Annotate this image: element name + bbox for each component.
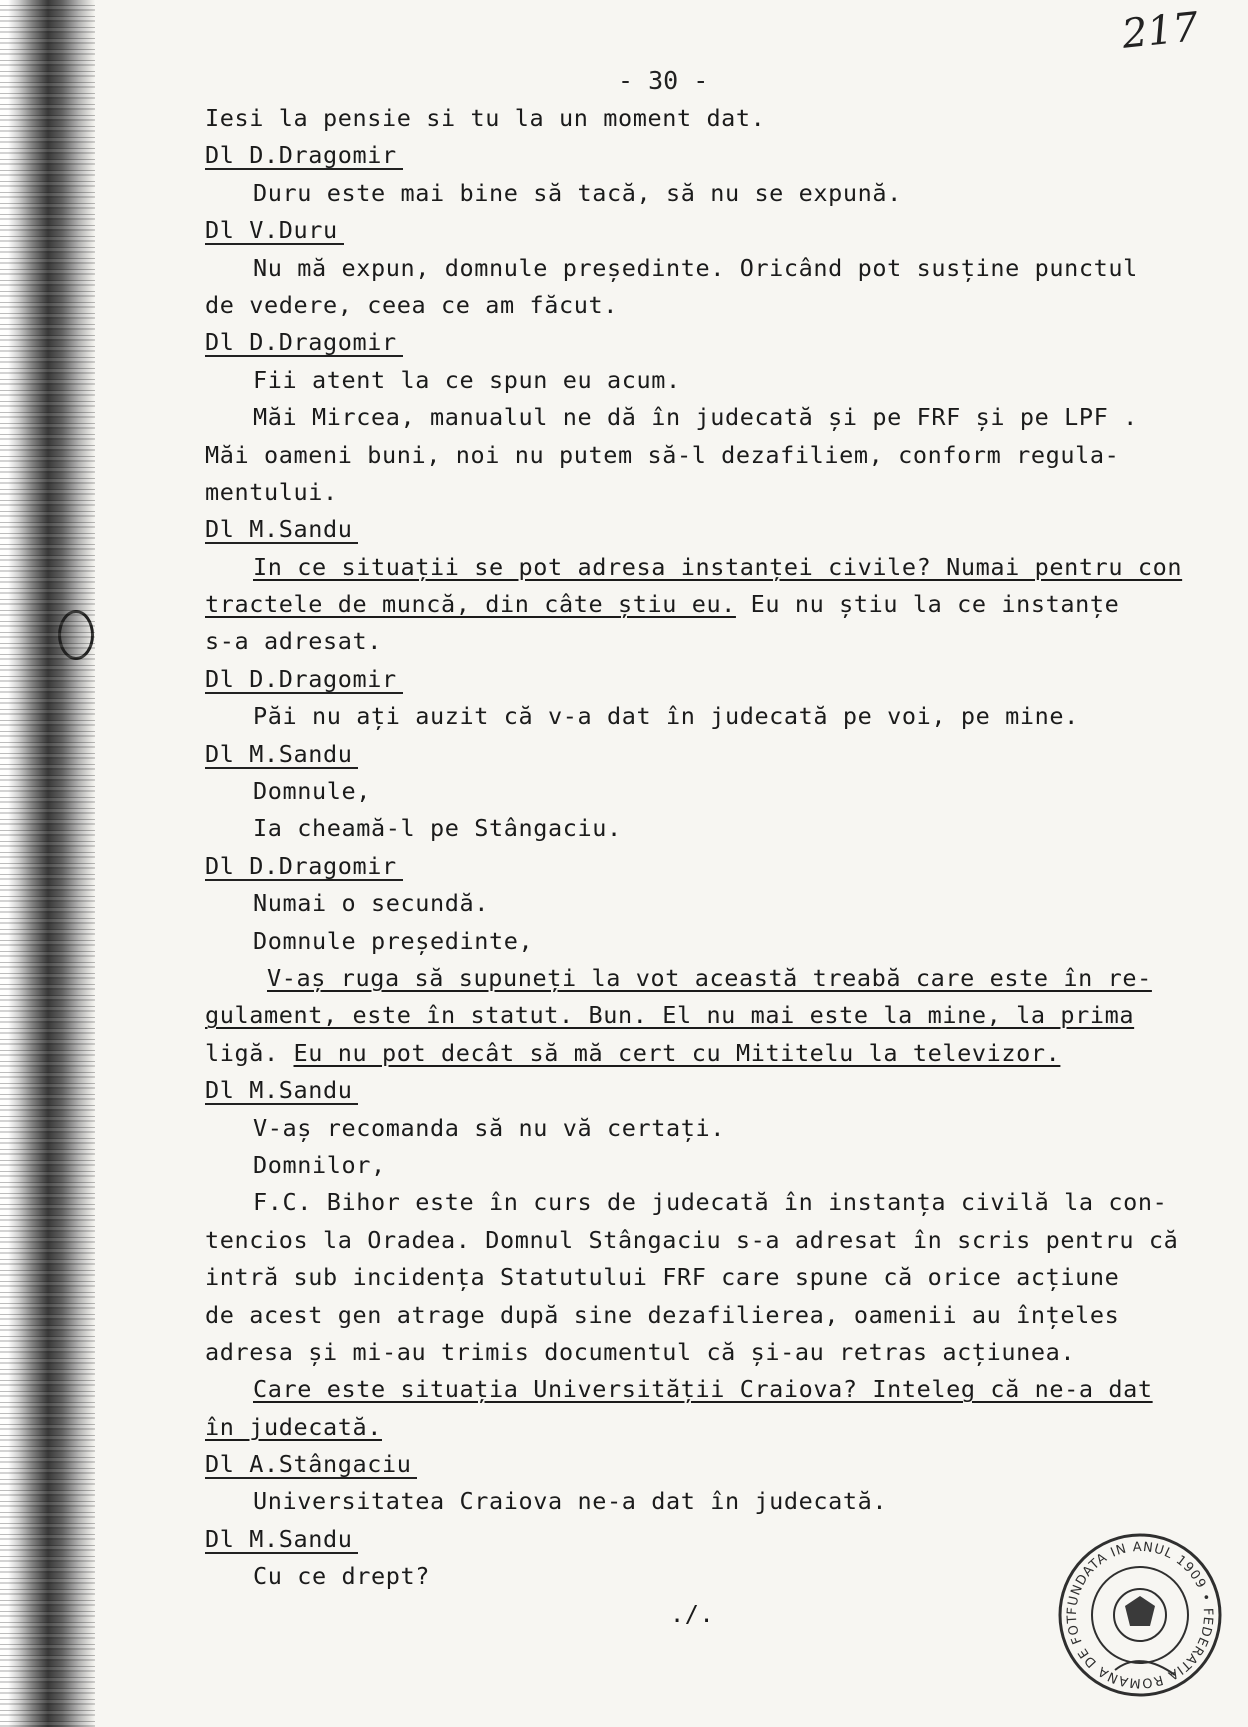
text-segment: Eu nu știu la ce instanțe	[735, 590, 1120, 619]
page-continuation-mark: ./.	[670, 1599, 715, 1628]
page-number: - 30 -	[618, 66, 709, 95]
text-line: Domnule președinte,	[253, 926, 534, 955]
speaker-label: Dl D.Dragomir	[205, 848, 1205, 885]
underlined-segment: tractele de muncă, din câte știu eu.	[205, 590, 736, 619]
speaker-label: Dl A.Stângaciu	[205, 1446, 1205, 1483]
text-line: intră sub incidența Statutului FRF care spune că orice acțiune	[205, 1263, 1120, 1292]
transcript-body	[205, 100, 1205, 1633]
text-line: F.C. Bihor este în curs de judecată în instanța civilă la con-	[253, 1188, 1168, 1217]
punch-hole	[58, 610, 94, 660]
text-line: Domnilor,	[253, 1150, 386, 1179]
speaker-label: Dl M.Sandu	[205, 1072, 1205, 1109]
text-line: de acest gen atrage după sine dezafilierea, oamenii au înțeles	[205, 1300, 1120, 1329]
underlined-text-line: In ce situații se pot adresa instanței civile? Numai pentru con	[253, 552, 1183, 581]
underlined-text-line: V-aș ruga să supuneți la vot această treabă care este în re-	[267, 963, 1152, 992]
speaker-label: Dl M.Sandu	[205, 1521, 1205, 1558]
text-line: tencios la Oradea. Domnul Stângaciu s-a adresat în scris pentru că	[205, 1225, 1179, 1254]
text-line: s-a adresat.	[205, 627, 382, 656]
speaker-label: Dl M.Sandu	[205, 736, 1205, 773]
text-line: Iesi la pensie si tu la un moment dat.	[205, 104, 766, 132]
underlined-text-line: în judecată.	[205, 1412, 382, 1441]
stamp-seal-icon	[1055, 1530, 1225, 1700]
underlined-segment: Eu nu pot decât să mă cert cu Mititelu la televizor.	[293, 1038, 1061, 1067]
text-line: de vedere, ceea ce am făcut.	[205, 290, 618, 319]
speaker-label: Dl V.Duru	[205, 212, 1205, 249]
scan-binding-edge	[0, 0, 95, 1727]
speaker-label: Dl M.Sandu	[205, 511, 1205, 548]
text-line: Universitatea Craiova ne-a dat în judecată.	[253, 1487, 888, 1516]
text-line: Măi Mircea, manualul ne dă în judecată și pe FRF și pe LPF .	[253, 403, 1138, 432]
text-line: Domnule,	[253, 777, 371, 806]
text-line: mentului.	[205, 477, 338, 506]
text-line: V-aș recomanda să nu vă certați.	[253, 1113, 725, 1142]
text-line	[205, 1035, 1205, 1072]
text-segment: ligă.	[205, 1038, 294, 1067]
text-line: Cu ce drept?	[253, 1562, 430, 1591]
text-line: Numai o secundă.	[253, 889, 489, 918]
speaker-label: Dl D.Dragomir	[205, 137, 1205, 174]
folio-number: 217	[1119, 4, 1201, 58]
text-line: Nu mă expun, domnule președinte. Oricând pot susține punctul	[253, 253, 1138, 282]
text-line	[205, 586, 1205, 623]
underlined-text-line: gulament, este în statut. Bun. El nu mai este la mine, la prima	[205, 1001, 1135, 1030]
text-line: Ia cheamă-l pe Stângaciu.	[253, 814, 622, 843]
text-line: Fii atent la ce spun eu acum.	[253, 365, 681, 394]
stamp-text: FUNDATA IN ANUL 1909 • FEDERATIA ROMANA DE FOT	[1064, 1539, 1216, 1691]
text-line: Duru este mai bine să tacă, să nu se expună.	[253, 178, 902, 207]
federation-stamp	[1055, 1530, 1225, 1700]
text-line: adresa și mi-au trimis documentul că și-au retras acțiunea.	[205, 1337, 1076, 1366]
text-line: Păi nu ați auzit că v-a dat în judecată pe voi, pe mine.	[253, 702, 1079, 731]
speaker-label: Dl D.Dragomir	[205, 324, 1205, 361]
text-line: Măi oameni buni, noi nu putem să-l dezafiliem, conform regula-	[205, 440, 1120, 469]
underlined-text-line: Care este situația Universității Craiova? Inteleg că ne-a dat	[253, 1375, 1153, 1404]
speaker-label: Dl D.Dragomir	[205, 661, 1205, 698]
